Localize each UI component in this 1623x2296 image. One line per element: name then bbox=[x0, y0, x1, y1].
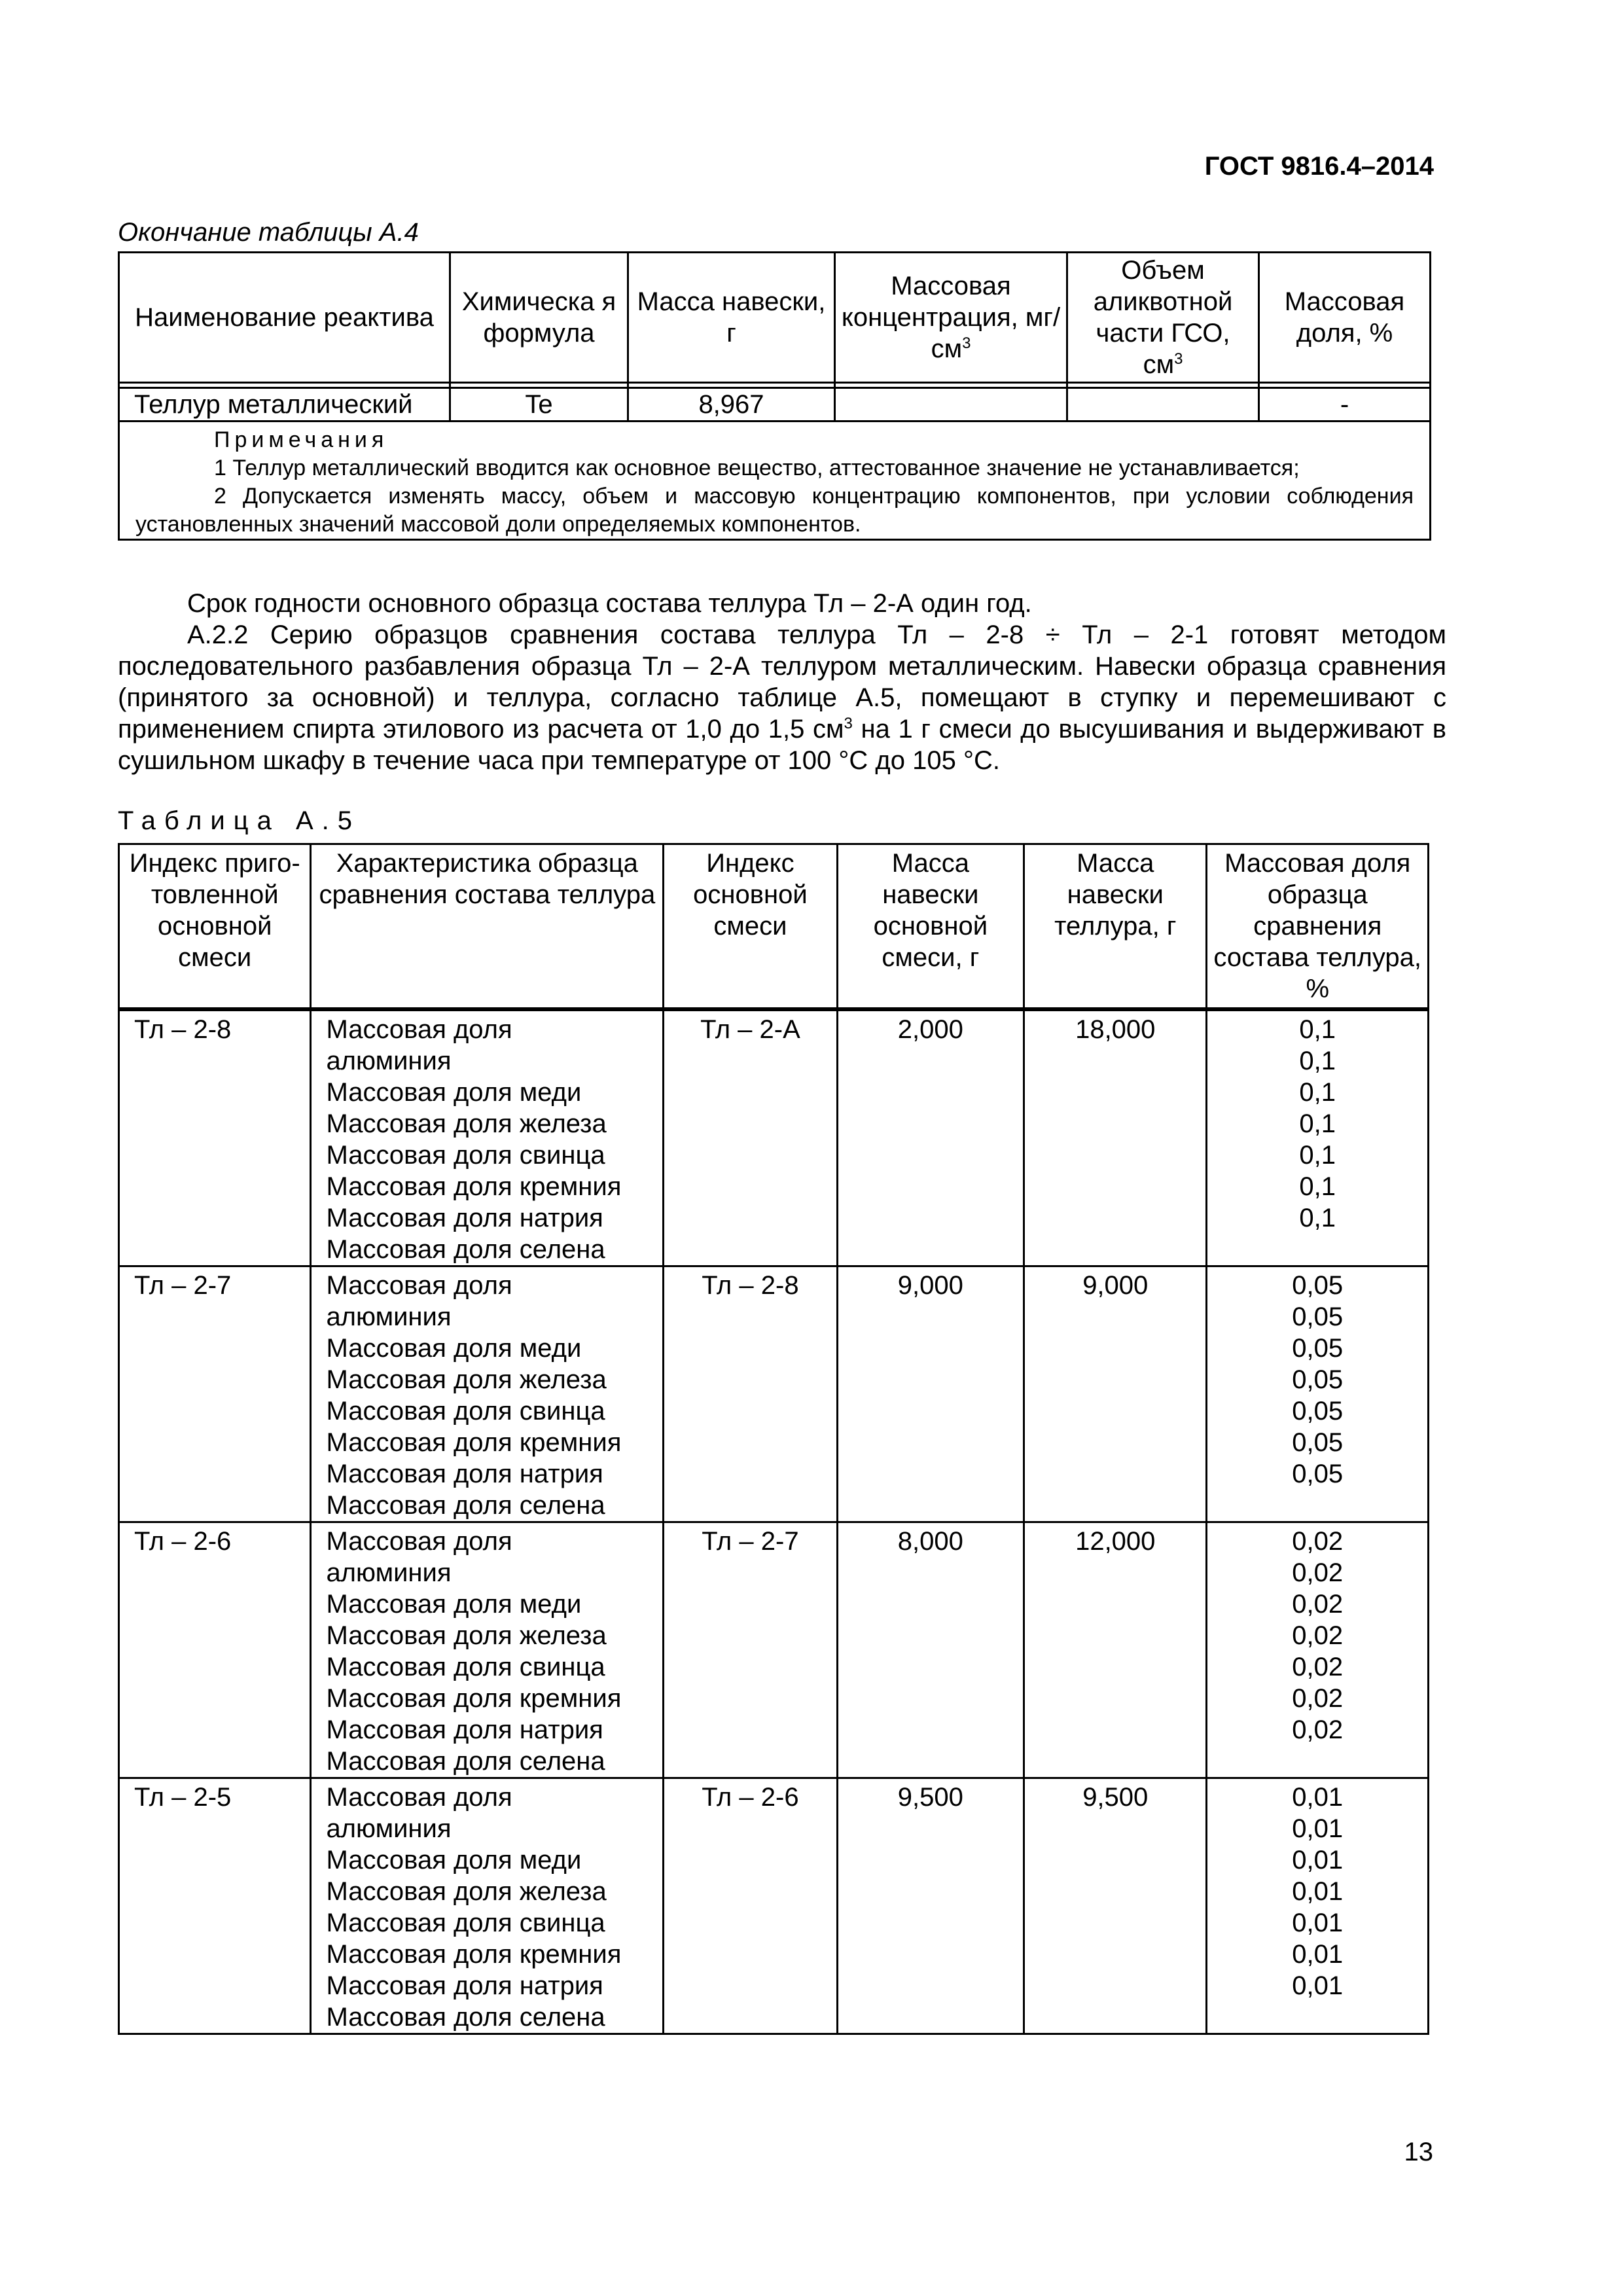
paragraph-shelf-life: Срок годности основного образца состава теллура Тл – 2-А один год. bbox=[187, 589, 1032, 618]
characteristic-line: Массовая доля меди bbox=[326, 1846, 582, 1874]
characteristic-line: Массовая доля селена bbox=[326, 2003, 605, 2032]
header-base-index: Индекс основной смеси bbox=[664, 844, 837, 1010]
body-text bbox=[118, 588, 1446, 776]
characteristic-line: Массовая доля натрия bbox=[326, 1460, 603, 1488]
cell-mass-tellurium: 9,500 bbox=[1024, 1778, 1207, 2034]
fraction-value: 0,05 bbox=[1292, 1302, 1344, 1331]
header-volume-text: Объем аликвотной части ГСО, см bbox=[1093, 256, 1233, 379]
fraction-value: 0,05 bbox=[1292, 1365, 1344, 1394]
fraction-value: 0,02 bbox=[1292, 1621, 1344, 1650]
header-mass: Масса навески, г bbox=[628, 253, 835, 383]
table-row bbox=[119, 1266, 1429, 1522]
cell-mass-tellurium: 9,000 bbox=[1024, 1266, 1207, 1522]
table-a4-notes-row bbox=[119, 422, 1431, 540]
cell-mass: 8,967 bbox=[628, 388, 835, 422]
characteristic-line: Массовая доля натрия bbox=[326, 1204, 603, 1232]
characteristic-line: Массовая доля bbox=[326, 1527, 512, 1556]
fraction-value: 0,05 bbox=[1292, 1428, 1344, 1457]
cell-mass-base: 8,000 bbox=[837, 1522, 1024, 1778]
characteristic-line: алюминия bbox=[326, 1302, 452, 1331]
characteristic-line: Массовая доля натрия bbox=[326, 1971, 603, 2000]
cell-base-index: Тл – 2-6 bbox=[664, 1778, 837, 2034]
table-a4-caption: Окончание таблицы А.4 bbox=[118, 218, 419, 247]
cell-prepared-index: Тл – 2-7 bbox=[119, 1266, 311, 1522]
fraction-value: 0,1 bbox=[1299, 1078, 1336, 1107]
fraction-value: 0,01 bbox=[1292, 1971, 1344, 2000]
table-a4-data-row bbox=[119, 388, 1431, 422]
header-sample-fraction: Массовая доля образца сравнения состава теллура, % bbox=[1207, 844, 1429, 1010]
notes-title: Примечания bbox=[214, 427, 389, 452]
table-row bbox=[119, 1009, 1429, 1266]
header-aliquot-volume bbox=[1067, 253, 1259, 383]
header-volume-sup: 3 bbox=[1174, 350, 1183, 368]
characteristic-line: Массовая доля свинца bbox=[326, 1909, 605, 1937]
cell-fractions bbox=[1207, 1522, 1429, 1778]
fraction-value: 0,01 bbox=[1292, 1877, 1344, 1906]
cell-mass-tellurium: 18,000 bbox=[1024, 1009, 1207, 1266]
characteristic-line: Массовая доля железа bbox=[326, 1365, 607, 1394]
cell-base-index: Тл – 2-7 bbox=[664, 1522, 837, 1778]
table-a5-caption: Таблица А.5 bbox=[118, 806, 361, 835]
header-mass-fraction: Массовая доля, % bbox=[1259, 253, 1431, 383]
cell-base-index: Тл – 2-А bbox=[664, 1009, 837, 1266]
paragraph-a22 bbox=[118, 619, 1446, 776]
header-chemical-formula: Химическа я формула bbox=[450, 253, 628, 383]
header-mass-base: Масса навески основной смеси, г bbox=[837, 844, 1024, 1010]
header-conc-sup: 3 bbox=[962, 334, 971, 352]
header-conc-text: Массовая концентрация, мг/см bbox=[841, 272, 1061, 363]
characteristic-line: Массовая доля селена bbox=[326, 1235, 605, 1264]
cell-characteristics bbox=[311, 1778, 664, 2034]
fraction-value: 0,01 bbox=[1292, 1846, 1344, 1874]
fraction-value: 0,01 bbox=[1292, 1783, 1344, 1812]
fraction-value: 0,02 bbox=[1292, 1684, 1344, 1713]
cell-characteristics bbox=[311, 1266, 664, 1522]
table-a5-header-row bbox=[119, 844, 1429, 1010]
cell-prepared-index: Тл – 2-6 bbox=[119, 1522, 311, 1778]
characteristic-line: Массовая доля железа bbox=[326, 1877, 607, 1906]
cell-characteristics bbox=[311, 1009, 664, 1266]
characteristic-line: Массовая доля кремния bbox=[326, 1684, 622, 1713]
header-reagent-name: Наименование реактива bbox=[119, 253, 450, 383]
characteristic-line: алюминия bbox=[326, 1558, 452, 1587]
document-code: ГОСТ 9816.4–2014 bbox=[1204, 152, 1434, 181]
fraction-value: 0,02 bbox=[1292, 1653, 1344, 1681]
table-a4-notes bbox=[119, 422, 1431, 540]
cell-fractions bbox=[1207, 1266, 1429, 1522]
fraction-value: 0,01 bbox=[1292, 1909, 1344, 1937]
fraction-value: 0,1 bbox=[1299, 1141, 1336, 1170]
fraction-value: 0,05 bbox=[1292, 1460, 1344, 1488]
characteristic-line: Массовая доля железа bbox=[326, 1621, 607, 1650]
fraction-value: 0,02 bbox=[1292, 1590, 1344, 1619]
characteristic-line: Массовая доля меди bbox=[326, 1334, 582, 1363]
characteristic-line: Массовая доля свинца bbox=[326, 1141, 605, 1170]
fraction-value: 0,01 bbox=[1292, 1814, 1344, 1843]
fraction-value: 0,02 bbox=[1292, 1558, 1344, 1587]
fraction-value: 0,02 bbox=[1292, 1527, 1344, 1556]
table-a5-body bbox=[119, 1009, 1429, 2034]
fraction-value: 0,1 bbox=[1299, 1109, 1336, 1138]
fraction-value: 0,05 bbox=[1292, 1397, 1344, 1426]
header-prepared-index: Индекс приго- товленной основной смеси bbox=[119, 844, 311, 1010]
table-row bbox=[119, 1778, 1429, 2034]
characteristic-line: Массовая доля натрия bbox=[326, 1715, 603, 1744]
header-characteristic: Характеристика образца сравнения состава теллура bbox=[311, 844, 664, 1010]
table-row bbox=[119, 1522, 1429, 1778]
fraction-value: 0,1 bbox=[1299, 1015, 1336, 1044]
cell-mass-tellurium: 12,000 bbox=[1024, 1522, 1207, 1778]
fraction-value: 0,05 bbox=[1292, 1271, 1344, 1300]
characteristic-line: Массовая доля кремния bbox=[326, 1940, 622, 1969]
paragraph-a22-part2: на 1 г смеси до высушивания и выдерживают в сушильном шкафу в течение часа при температуре от 100 °С до 105 °С. bbox=[118, 715, 1446, 775]
cell-mass-base: 9,000 bbox=[837, 1266, 1024, 1522]
paragraph-a22-sup: 3 bbox=[844, 715, 853, 732]
fraction-value: 0,1 bbox=[1299, 1204, 1336, 1232]
page-number: 13 bbox=[1404, 2138, 1433, 2166]
cell-mass-base: 2,000 bbox=[837, 1009, 1024, 1266]
table-a4 bbox=[118, 251, 1431, 541]
fraction-value: 0,02 bbox=[1292, 1715, 1344, 1744]
table-a5 bbox=[118, 843, 1429, 2035]
characteristic-line: Массовая доля селена bbox=[326, 1491, 605, 1520]
characteristic-line: Массовая доля кремния bbox=[326, 1428, 622, 1457]
cell-mass-base: 9,500 bbox=[837, 1778, 1024, 2034]
cell-formula: Te bbox=[450, 388, 628, 422]
characteristic-line: алюминия bbox=[326, 1814, 452, 1843]
fraction-value: 0,05 bbox=[1292, 1334, 1344, 1363]
characteristic-line: Массовая доля меди bbox=[326, 1590, 582, 1619]
cell-volume bbox=[1067, 388, 1259, 422]
fraction-value: 0,1 bbox=[1299, 1047, 1336, 1075]
cell-prepared-index: Тл – 2-5 bbox=[119, 1778, 311, 2034]
characteristic-line: Массовая доля кремния bbox=[326, 1172, 622, 1201]
header-mass-concentration bbox=[835, 253, 1067, 383]
characteristic-line: Массовая доля меди bbox=[326, 1078, 582, 1107]
note-2: 2 Допускается изменять массу, объем и массовую концентрацию компонентов, при условии соблюдения установленных значений массовой доли определяемых компонентов. bbox=[135, 484, 1414, 537]
paragraph-a22-part1: А.2.2 Серию образцов сравнения состава теллура Тл – 2-8 ÷ Тл – 2-1 готовят методом последовательного разбавления образца Тл – 2-А теллуром металлическим. Навески образца сравнения (принятого за основной) и теллура, согласно таблице А.5, помещают в ступку и перемешивают с применением спирта этилового из расчета от 1,0 до 1,5 см bbox=[118, 620, 1446, 744]
cell-characteristics bbox=[311, 1522, 664, 1778]
header-mass-tellurium: Масса навески теллура, г bbox=[1024, 844, 1207, 1010]
cell-prepared-index: Тл – 2-8 bbox=[119, 1009, 311, 1266]
characteristic-line: Массовая доля bbox=[326, 1015, 512, 1044]
cell-fractions bbox=[1207, 1009, 1429, 1266]
fraction-value: 0,1 bbox=[1299, 1172, 1336, 1201]
cell-fractions bbox=[1207, 1778, 1429, 2034]
cell-conc bbox=[835, 388, 1067, 422]
characteristic-line: Массовая доля bbox=[326, 1271, 512, 1300]
cell-reagent-name: Теллур металлический bbox=[119, 388, 450, 422]
fraction-value: 0,01 bbox=[1292, 1940, 1344, 1969]
table-a4-header-row bbox=[119, 253, 1431, 383]
characteristic-line: Массовая доля bbox=[326, 1783, 512, 1812]
characteristic-line: Массовая доля железа bbox=[326, 1109, 607, 1138]
characteristic-line: алюминия bbox=[326, 1047, 452, 1075]
characteristic-line: Массовая доля свинца bbox=[326, 1397, 605, 1426]
note-1: 1 Теллур металлический вводится как основное вещество, аттестованное значение не устанавливается; bbox=[214, 456, 1300, 480]
table-a4-gap bbox=[119, 383, 1431, 388]
cell-fraction: - bbox=[1259, 388, 1431, 422]
characteristic-line: Массовая доля свинца bbox=[326, 1653, 605, 1681]
cell-base-index: Тл – 2-8 bbox=[664, 1266, 837, 1522]
characteristic-line: Массовая доля селена bbox=[326, 1747, 605, 1776]
